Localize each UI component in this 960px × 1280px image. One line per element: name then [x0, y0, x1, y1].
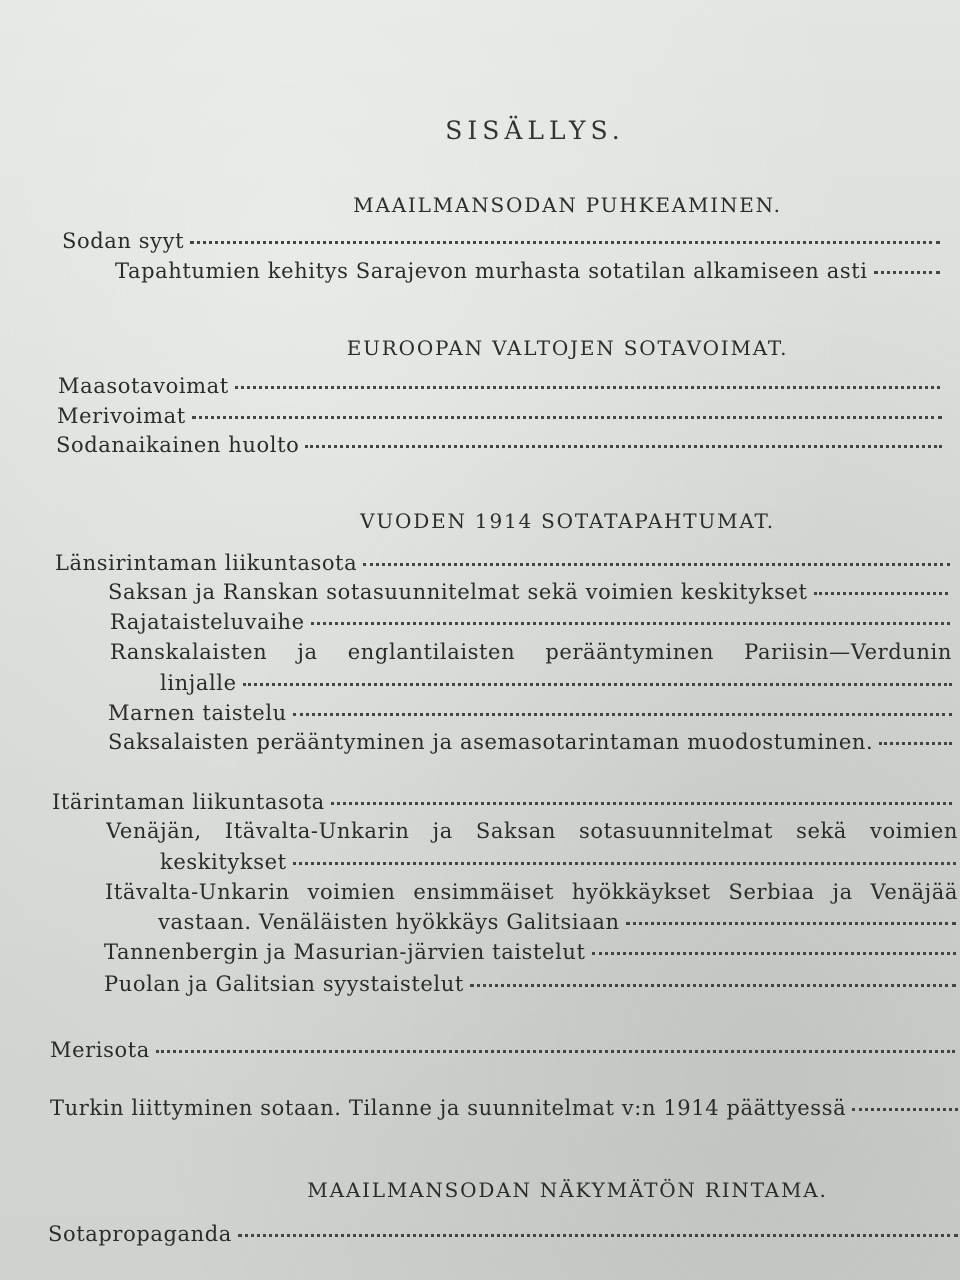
toc-entry-label: Puolan ja Galitsian syystaistelut [104, 972, 464, 996]
toc-entry-itarintama [52, 790, 952, 814]
toc-entry-asemasota [108, 730, 952, 754]
dot-leader [293, 862, 956, 865]
toc-entry-sodanaikainen-huolto [56, 433, 942, 457]
dot-leader [852, 1108, 958, 1111]
toc-entry-peraantyminen-line1 [110, 640, 952, 664]
dot-leader [814, 592, 948, 595]
toc-entry-label: Ranskalaisten ja englantilaisten perääntyminen Pariisin—Verdunin [110, 640, 952, 664]
dot-leader [235, 386, 940, 389]
toc-entry-label: Rajataisteluvaihe [110, 610, 305, 634]
dot-leader [293, 713, 952, 716]
toc-entry-label: Saksalaisten perääntyminen ja asemasotarintaman muodostuminen. [108, 730, 874, 754]
toc-entry-label: Sodan syyt [62, 229, 185, 253]
toc-entry-merivoimat [57, 404, 942, 428]
toc-entry-itavalta-hyokkaykset-line1 [105, 880, 958, 904]
toc-entry-peraantyminen-line2 [160, 671, 952, 695]
toc-entry-turkin-liittyminen [50, 1096, 958, 1120]
toc-entry-puolan-galitsian [104, 972, 956, 996]
toc-entry-label: Maasotavoimat [58, 374, 229, 398]
dot-leader [311, 622, 950, 625]
toc-entry-label: keskitykset [160, 850, 287, 874]
toc-entry-label: Saksan ja Ranskan sotasuunnitelmat sekä voimien keskitykset [108, 580, 808, 604]
toc-entry-venajan-suunnitelmat-line2 [160, 850, 956, 874]
toc-entry-label: Itävalta-Unkarin voimien ensimmäiset hyökkäykset Serbiaa ja Venäjää [105, 880, 958, 904]
section-heading-outbreak: MAAILMANSODAN PUHKEAMINEN. [353, 193, 782, 217]
section-heading-1914-events: VUODEN 1914 SOTATAPAHTUMAT. [360, 509, 775, 533]
dot-leader [879, 742, 952, 745]
toc-entry-label: Merivoimat [57, 404, 186, 428]
dot-leader [190, 241, 940, 244]
toc-entry-label: linjalle [160, 671, 237, 695]
toc-entry-itavalta-hyokkaykset-line2 [158, 910, 956, 934]
toc-entry-saksan-ranskan-suunnitelmat [108, 580, 948, 604]
dot-leader [874, 271, 940, 274]
dot-leader [192, 416, 942, 419]
toc-entry-sodan-syyt [62, 229, 940, 253]
toc-entry-label: Sotapropaganda [48, 1222, 232, 1246]
section-heading-armed-forces: EUROOPAN VALTOJEN SOTAVOIMAT. [346, 336, 789, 360]
section-heading-invisible-front: MAAILMANSODAN NÄKYMÄTÖN RINTAMA. [307, 1178, 828, 1202]
toc-entry-label: Merisota [50, 1038, 150, 1062]
dot-leader [470, 984, 956, 987]
toc-entry-label: Tapahtumien kehitys Sarajevon murhasta sotatilan alkamiseen asti [115, 259, 868, 283]
toc-entry-tannenberg [104, 940, 956, 964]
toc-entry-label: Tannenbergin ja Masurian-järvien taistelut [104, 940, 586, 964]
toc-entry-label: Länsirintaman liikuntasota [55, 551, 358, 575]
toc-entry-label: Itärintaman liikuntasota [52, 790, 325, 814]
toc-entry-label: Marnen taistelu [108, 701, 287, 725]
dot-leader [243, 683, 952, 686]
dot-leader [331, 802, 952, 805]
dot-leader [305, 445, 942, 448]
toc-entry-sotapropaganda [48, 1222, 958, 1246]
toc-entry-maasotavoimat [58, 374, 940, 398]
page-title: SISÄLLYS. [445, 116, 625, 145]
toc-entry-label: Turkin liittyminen sotaan. Tilanne ja suunnitelmat v:n 1914 päättyessä [50, 1096, 847, 1120]
toc-entry-lansirintama [55, 551, 950, 575]
toc-entry-label: Venäjän, Itävalta-Unkarin ja Saksan sotasuunnitelmat sekä voimien [106, 819, 958, 843]
toc-entry-marnen-taistelu [108, 701, 952, 725]
toc-entry-venajan-suunnitelmat-line1 [106, 819, 958, 843]
dot-leader [592, 952, 956, 955]
toc-entry-rajataisteluvaihe [110, 610, 950, 634]
dot-leader [363, 563, 950, 566]
dot-leader [238, 1234, 958, 1237]
toc-entry-merisota [50, 1038, 955, 1062]
dot-leader [156, 1050, 955, 1053]
toc-entry-label: Sodanaikainen huolto [56, 433, 300, 457]
dot-leader [626, 922, 956, 925]
toc-entry-label: vastaan. Venäläisten hyökkäys Galitsiaan [158, 910, 620, 934]
toc-entry-tapahtumien-kehitys [115, 259, 940, 283]
